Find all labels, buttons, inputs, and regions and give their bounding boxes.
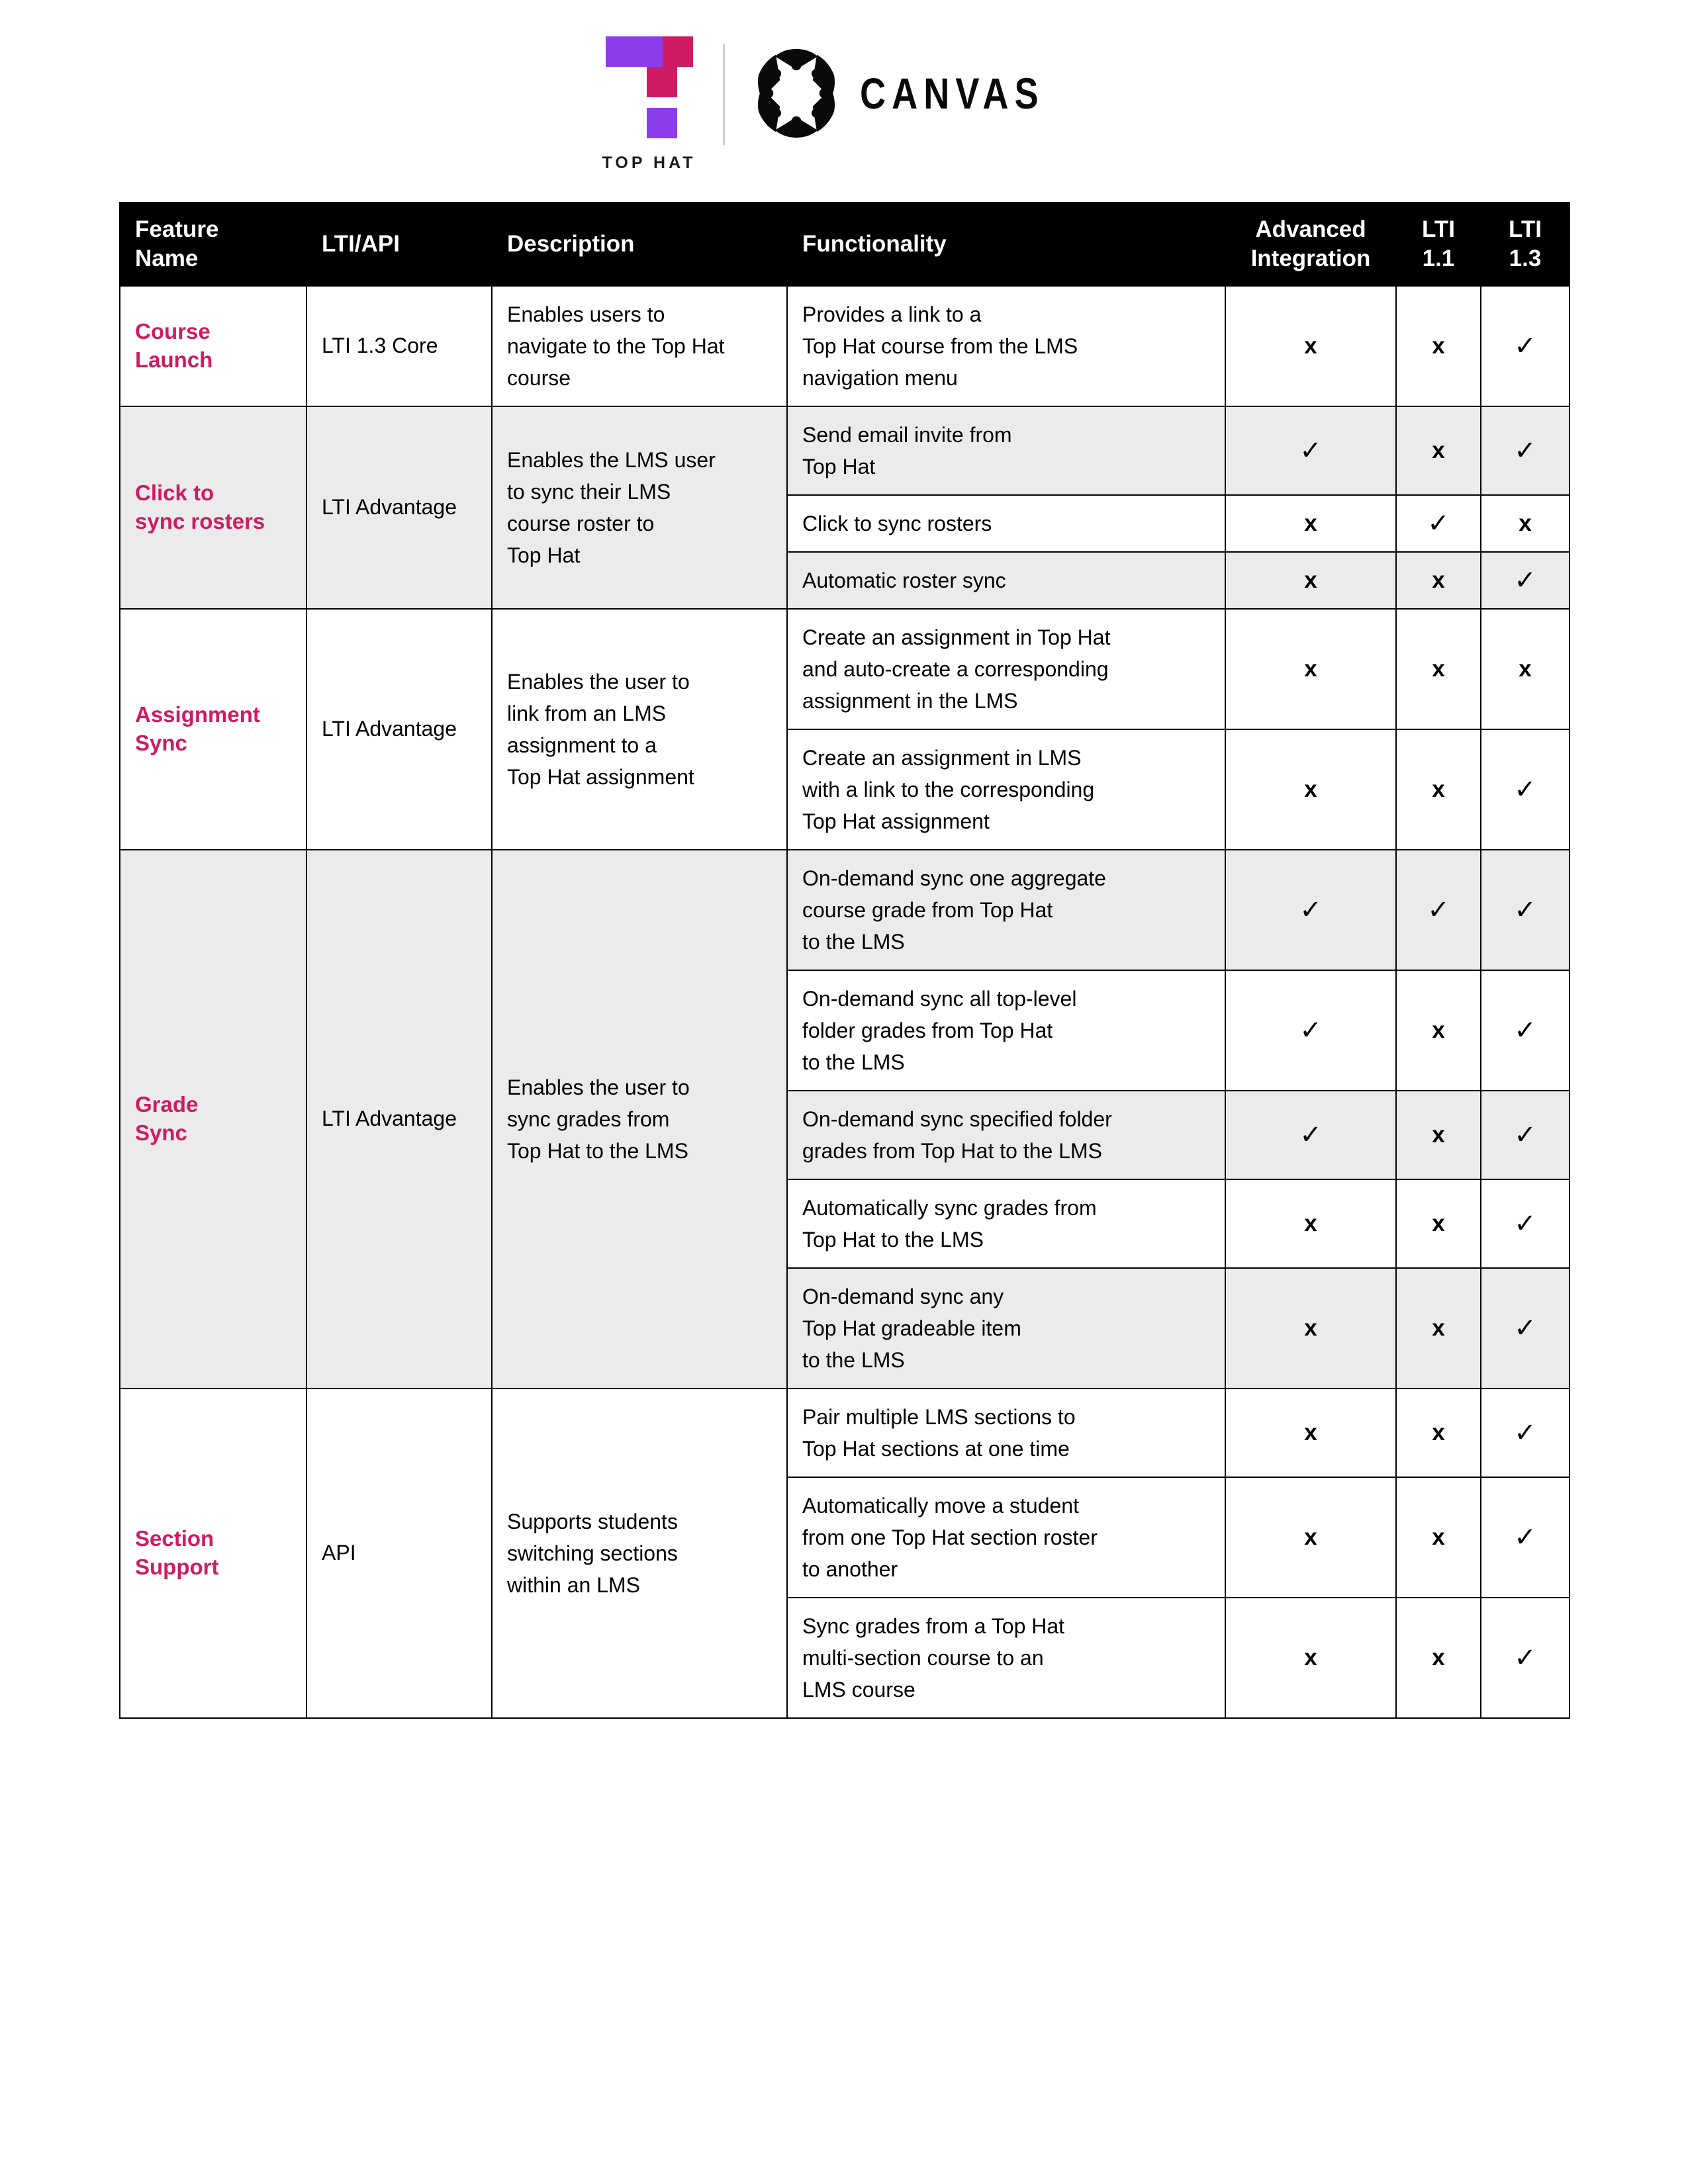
cell-feature-name: Section Support [120, 1388, 306, 1718]
cell-lti-api: LTI Advantage [306, 609, 492, 850]
canvas-logo-icon [755, 47, 837, 140]
cell-lti-13: ✓ [1481, 552, 1570, 609]
cell-lti-13: x [1481, 495, 1570, 552]
cell-feature-name: Click to sync rosters [120, 406, 306, 609]
column-header-lti-13: LTI 1.3 [1481, 203, 1570, 286]
table-row [120, 609, 1570, 729]
cell-description: Enables the user to sync grades from Top Hat to the LMS [492, 850, 787, 1388]
cell-lti-11: x [1396, 406, 1481, 495]
cell-description: Enables the LMS user to sync their LMS course roster to Top Hat [492, 406, 787, 609]
cell-lti-11: x [1396, 286, 1481, 406]
cell-lti-13: ✓ [1481, 1477, 1570, 1598]
cell-lti-13: ✓ [1481, 406, 1570, 495]
cell-lti-11: x [1396, 609, 1481, 729]
table-header [120, 203, 1570, 286]
logo-lockup [580, 30, 1085, 173]
feature-comparison-table-wrap [0, 202, 1688, 1719]
cell-functionality: On-demand sync all top-level folder grades from Top Hat to the LMS [787, 970, 1225, 1091]
cell-description: Enables the user to link from an LMS assignment to a Top Hat assignment [492, 609, 787, 850]
tophat-square-pink-stem [647, 67, 677, 97]
column-header-lti-api: LTI/API [306, 203, 492, 286]
cell-functionality: Send email invite from Top Hat [787, 406, 1225, 495]
cell-advanced-integration: x [1225, 1388, 1396, 1477]
cell-functionality: Provides a link to a Top Hat course from the LMS navigation menu [787, 286, 1225, 406]
cell-functionality: Sync grades from a Top Hat multi-section course to an LMS course [787, 1598, 1225, 1718]
cell-functionality: On-demand sync specified folder grades from Top Hat to the LMS [787, 1091, 1225, 1179]
cell-functionality: On-demand sync any Top Hat gradeable item to the LMS [787, 1268, 1225, 1388]
cell-lti-11: x [1396, 1268, 1481, 1388]
tophat-logo-icon [606, 30, 693, 119]
cell-lti-api: LTI 1.3 Core [306, 286, 492, 406]
cell-advanced-integration: x [1225, 729, 1396, 850]
cell-functionality: Automatically sync grades from Top Hat to the LMS [787, 1179, 1225, 1268]
cell-functionality: Automatic roster sync [787, 552, 1225, 609]
canvas-logo [755, 47, 1085, 140]
cell-advanced-integration: x [1225, 1477, 1396, 1598]
tophat-logo [580, 30, 719, 173]
cell-feature-name: Course Launch [120, 286, 306, 406]
column-header-feature-name: Feature Name [120, 203, 306, 286]
cell-advanced-integration: ✓ [1225, 850, 1396, 970]
cell-lti-api: LTI Advantage [306, 850, 492, 1388]
cell-advanced-integration: x [1225, 1179, 1396, 1268]
cell-functionality: Create an assignment in Top Hat and auto-create a corresponding assignment in the LMS [787, 609, 1225, 729]
tophat-bar-purple [606, 36, 663, 67]
table-row [120, 406, 1570, 495]
cell-functionality: Automatically move a student from one Top Hat section roster to another [787, 1477, 1225, 1598]
column-header-functionality: Functionality [787, 203, 1225, 286]
cell-advanced-integration: x [1225, 609, 1396, 729]
column-header-lti-11: LTI 1.1 [1396, 203, 1481, 286]
cell-advanced-integration: ✓ [1225, 970, 1396, 1091]
table-header-row [120, 203, 1570, 286]
cell-lti-11: x [1396, 1179, 1481, 1268]
cell-lti-11: ✓ [1396, 850, 1481, 970]
table-row [120, 850, 1570, 970]
cell-lti-11: x [1396, 1598, 1481, 1718]
cell-lti-11: x [1396, 970, 1481, 1091]
cell-advanced-integration: x [1225, 1268, 1396, 1388]
tophat-wordmark: TOP HAT [602, 153, 696, 172]
cell-advanced-integration: x [1225, 495, 1396, 552]
cell-functionality: On-demand sync one aggregate course grade from Top Hat to the LMS [787, 850, 1225, 970]
cell-functionality: Pair multiple LMS sections to Top Hat sections at one time [787, 1388, 1225, 1477]
cell-functionality: Click to sync rosters [787, 495, 1225, 552]
cell-advanced-integration: ✓ [1225, 406, 1396, 495]
cell-lti-13: ✓ [1481, 286, 1570, 406]
cell-lti-13: ✓ [1481, 1388, 1570, 1477]
canvas-wordmark: CANVAS [859, 68, 1045, 118]
cell-description: Supports students switching sections within an LMS [492, 1388, 787, 1718]
cell-lti-13: x [1481, 609, 1570, 729]
table-body [120, 286, 1570, 1718]
tophat-square-purple-bottom [647, 108, 677, 138]
logo-divider [723, 44, 725, 145]
table-row [120, 1388, 1570, 1477]
cell-lti-11: x [1396, 729, 1481, 850]
cell-lti-api: LTI Advantage [306, 406, 492, 609]
cell-description: Enables users to navigate to the Top Hat course [492, 286, 787, 406]
cell-lti-13: ✓ [1481, 1268, 1570, 1388]
cell-lti-13: ✓ [1481, 970, 1570, 1091]
cell-advanced-integration: ✓ [1225, 1091, 1396, 1179]
cell-lti-11: x [1396, 1091, 1481, 1179]
table-row [120, 286, 1570, 406]
cell-advanced-integration: x [1225, 286, 1396, 406]
tophat-square-pink-top [663, 36, 693, 67]
cell-lti-11: x [1396, 1388, 1481, 1477]
cell-lti-11: x [1396, 552, 1481, 609]
cell-lti-api: API [306, 1388, 492, 1718]
cell-lti-13: ✓ [1481, 1598, 1570, 1718]
column-header-advanced-integration: Advanced Integration [1225, 203, 1396, 286]
cell-advanced-integration: x [1225, 1598, 1396, 1718]
cell-lti-11: ✓ [1396, 495, 1481, 552]
cell-feature-name: Assignment Sync [120, 609, 306, 850]
brand-header [0, 0, 1688, 202]
feature-comparison-table [119, 202, 1570, 1719]
cell-functionality: Create an assignment in LMS with a link to the corresponding Top Hat assignment [787, 729, 1225, 850]
cell-feature-name: Grade Sync [120, 850, 306, 1388]
cell-lti-13: ✓ [1481, 1179, 1570, 1268]
cell-lti-11: x [1396, 1477, 1481, 1598]
cell-lti-13: ✓ [1481, 1091, 1570, 1179]
cell-advanced-integration: x [1225, 552, 1396, 609]
cell-lti-13: ✓ [1481, 729, 1570, 850]
cell-lti-13: ✓ [1481, 850, 1570, 970]
column-header-description: Description [492, 203, 787, 286]
